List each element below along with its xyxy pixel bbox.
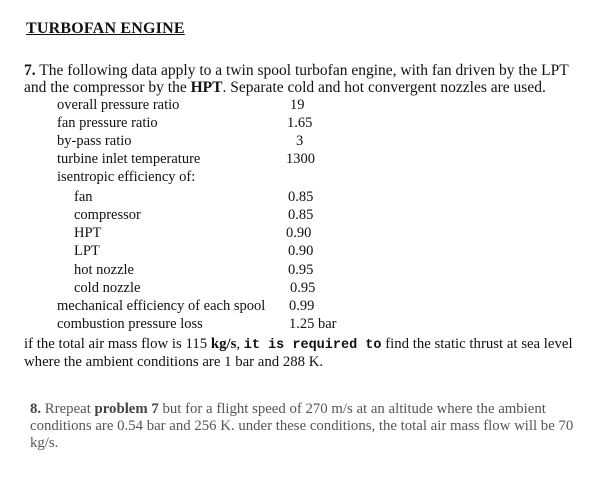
closing-pre: if the total air mass flow is 115: [24, 336, 211, 352]
efficiency-value: 0.85: [288, 207, 314, 223]
efficiency-value: 0.85: [288, 189, 314, 205]
efficiency-value: 0.95: [288, 262, 314, 278]
closing-unit: kg/s: [210, 336, 237, 352]
problem-7-intro: [24, 62, 594, 96]
efficiency-label: compressor: [74, 207, 141, 223]
param-value: 19: [290, 97, 305, 113]
param-label: by-pass ratio: [57, 133, 132, 149]
intro-line-2: [24, 79, 594, 96]
efficiency-value: 0.90: [286, 225, 312, 241]
closing-line-2: where the ambient conditions are 1 bar and 288 K.: [24, 354, 324, 370]
param-value: 1.65: [287, 115, 313, 131]
param-label: isentropic efficiency of:: [57, 169, 196, 185]
param-value: 0.99: [289, 298, 315, 314]
intro-line-2-post: . Separate cold and hot convergent nozzles are used.: [222, 79, 546, 96]
intro-line-1: [24, 62, 594, 79]
efficiency-value: 0.95: [290, 280, 316, 296]
problem-8: [30, 401, 595, 452]
efficiency-label: LPT: [74, 243, 100, 259]
efficiency-label: cold nozzle: [74, 280, 141, 296]
efficiency-label: fan: [74, 189, 93, 205]
param-value: 1300: [286, 151, 315, 167]
closing-mid: ,: [236, 336, 244, 352]
param-value: 3: [296, 133, 304, 149]
efficiency-label: hot nozzle: [74, 262, 134, 278]
problem-8-number: 8.: [30, 401, 42, 417]
closing-post: find the static thrust at sea level: [381, 336, 573, 352]
problem-8-reference: problem 7: [94, 401, 159, 417]
problem-7-number: 7.: [24, 62, 36, 79]
param-value: 1.25 bar: [289, 316, 337, 332]
closing-bold: it is required to: [243, 338, 382, 353]
param-label: combustion pressure loss: [57, 316, 203, 332]
param-label: overall pressure ratio: [57, 97, 180, 113]
efficiency-value: 0.90: [288, 243, 314, 259]
problem-7-closing: [24, 336, 604, 371]
problem-8-text: but for a flight speed of 270 m/s at an altitude where the ambient conditions are 0.54 bar and 256 K. under these conditions, the total air mass flow will be 70 kg/s.: [30, 401, 574, 451]
intro-hpt: HPT: [190, 79, 223, 96]
intro-line-1-text: The following data apply to a twin spool turbofan engine, with fan driven by the LPT: [39, 62, 569, 79]
param-label: turbine inlet temperature: [57, 151, 201, 167]
document-heading: TURBOFAN ENGINE: [26, 20, 185, 37]
param-label: fan pressure ratio: [57, 115, 158, 131]
intro-line-2-pre: and the compressor by the: [24, 79, 191, 96]
efficiency-label: HPT: [74, 225, 102, 241]
problem-8-pre: Rrepeat: [41, 401, 95, 417]
closing-line-1: [24, 336, 604, 354]
param-label: mechanical efficiency of each spool: [57, 298, 266, 314]
